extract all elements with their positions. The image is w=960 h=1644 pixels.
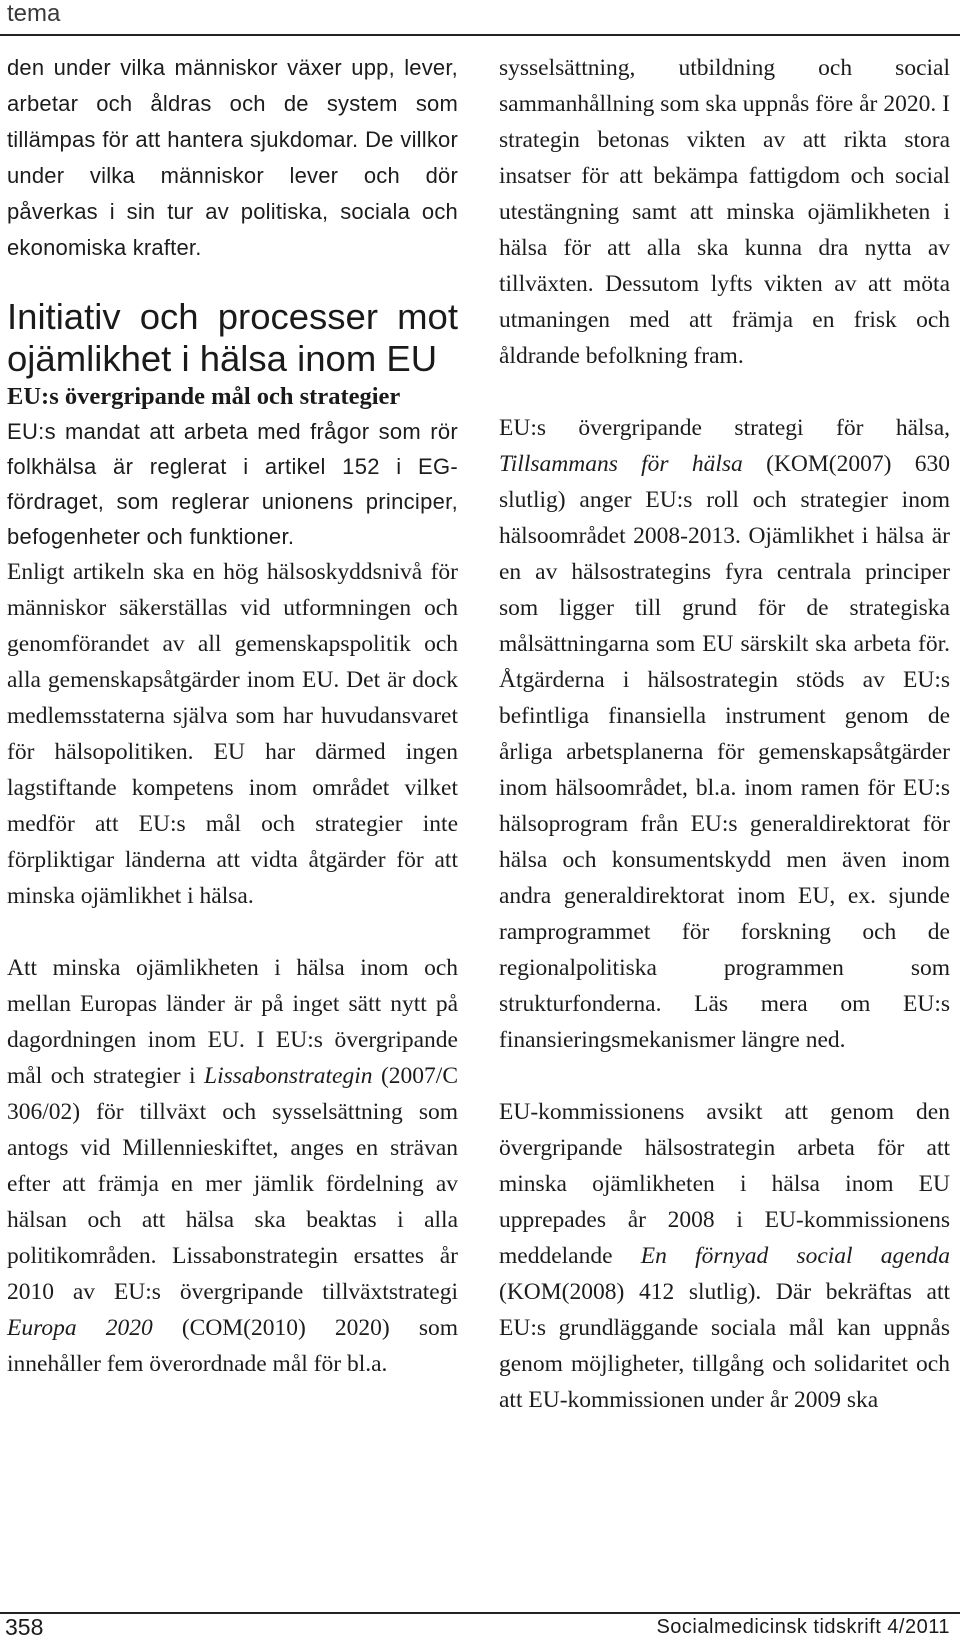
- lisbon-text-3: (COM(2010) 2020) som innehåller fem överordnade mål för bl.a.: [7, 1315, 458, 1377]
- journal-name: Socialmedicinsk tidskrift 4/2011: [656, 1616, 950, 1638]
- right-paragraph-1: sysselsättning, utbildning och social sammanhållning som ska uppnås före år 2020. I strategin betonas vikten av att rikta stora insatser för att bekämpa fattigdom och social utestängning samt att minska ojämlikheten i hälsa för att alla ska kunna dra nytta av tillväxten. Dessutom lyfts vikten av att möta utmaningen med att främja en frisk och åldrande befolkning fram.: [499, 55, 950, 369]
- lisbon-strategy-title: Lissabonstrategin: [204, 1063, 373, 1089]
- europe-2020-title: Europa 2020: [7, 1315, 153, 1341]
- mandate-paragraph: Enligt artikeln ska en hög hälsoskyddsnivå för människor säkerställas vid utformningen och genomförandet av all gemenskapspolitik och alla gemenskapsåtgärder inom EU. Det är dock medlemsstaterna själva som har huvudansvaret för hälsopolitiken. EU har därmed ingen lagstiftande kompetens inom området vilket medför att EU:s mål och strategier inte förpliktigar länderna att vidta åtgärder för att minska ojämlikhet i hälsa.: [7, 559, 458, 909]
- left-column: [7, 50, 458, 1382]
- section-heading: Initiativ och processer mot ojämlikhet i hälsa inom EU: [7, 296, 458, 379]
- health-strategy-text-2: (KOM(2007) 630 slutlig) anger EU:s roll och strategier inom hälsoområdet 2008-2013. Ojämlikhet i hälsa är en av hälsostrategins fyra centrala principer som ligger till grund för de strategiska målsättningarna som EU särskilt ska arbeta för. Åtgärderna i hälsostrategin stöds av EU:s befintliga finansiella instrument genom de årliga arbetsplanerna för gemenskapsåtgärder inom hälsoområdet, bl.a. inom ramen för EU:s hälsoprogram från EU:s generaldirektorat för hälsa och konsumentskydd men även inom andra generaldirektorat inom EU, ex. sjunde ramprogrammet för forskning och de regionalpolitiska programmen som strukturfonderna. Läs mera om EU:s finansieringsmekanismer längre ned.: [499, 451, 950, 1053]
- social-agenda-title: En förnyad social agenda: [640, 1243, 950, 1269]
- page-number: 358: [5, 1614, 44, 1640]
- subheading: EU:s övergripande mål och strategier: [7, 383, 401, 410]
- right-column: [499, 50, 950, 1418]
- lisbon-paragraph: [7, 950, 458, 1382]
- health-strategy-title: Tillsammans för hälsa: [499, 451, 743, 477]
- mandate-paragraph-sans: EU:s mandat att arbeta med frågor som rör folkhälsa är reglerat i artikel 152 i EG-fördraget, som reglerar unionens principer, befogenheter och funktioner.: [7, 419, 458, 549]
- footer-rule: [0, 1612, 960, 1614]
- commission-text-2: (KOM(2008) 412 slutlig). Där bekräftas att EU:s grundläggande sociala mål kan uppnås genom möjligheter, tillgång och solidaritet och att EU-kommissionen under år 2009 ska: [499, 1279, 950, 1413]
- intro-paragraph: den under vilka människor växer upp, lever, arbetar och åldras och de system som tillämpas för att hantera sjukdomar. De villkor under vilka människor lever och dör påverkas i sin tur av politiska, sociala och ekonomiska krafter.: [7, 55, 458, 260]
- health-strategy-text-1: EU:s övergripande strategi för hälsa,: [499, 415, 950, 441]
- right-paragraph-3: [499, 1094, 950, 1418]
- lisbon-text-2: (2007/C 306/02) för tillväxt och sysselsättning som antogs vid Millennieskiftet, anges en strävan efter att främja en mer jämlik fördelning av hälsan och att hälsa ska beaktas i alla politikområden. Lissabonstrategin ersattes år 2010 av EU:s övergripande tillväxtstrategi: [7, 1063, 459, 1305]
- commission-text-1: EU-kommissionens avsikt att genom den övergripande hälsostrategin arbeta för att minska ojämlikheten i hälsa inom EU upprepades år 2008 i EU-kommissionens meddelande: [499, 1099, 950, 1269]
- header-rule: [0, 34, 960, 36]
- lisbon-text-1: Att minska ojämlikheten i hälsa inom och mellan Europas länder är på inget sätt nytt på dagordningen inom EU. I EU:s övergripande mål och strategier i: [7, 955, 458, 1089]
- section-label: tema: [7, 0, 61, 27]
- right-paragraph-2: [499, 410, 950, 1058]
